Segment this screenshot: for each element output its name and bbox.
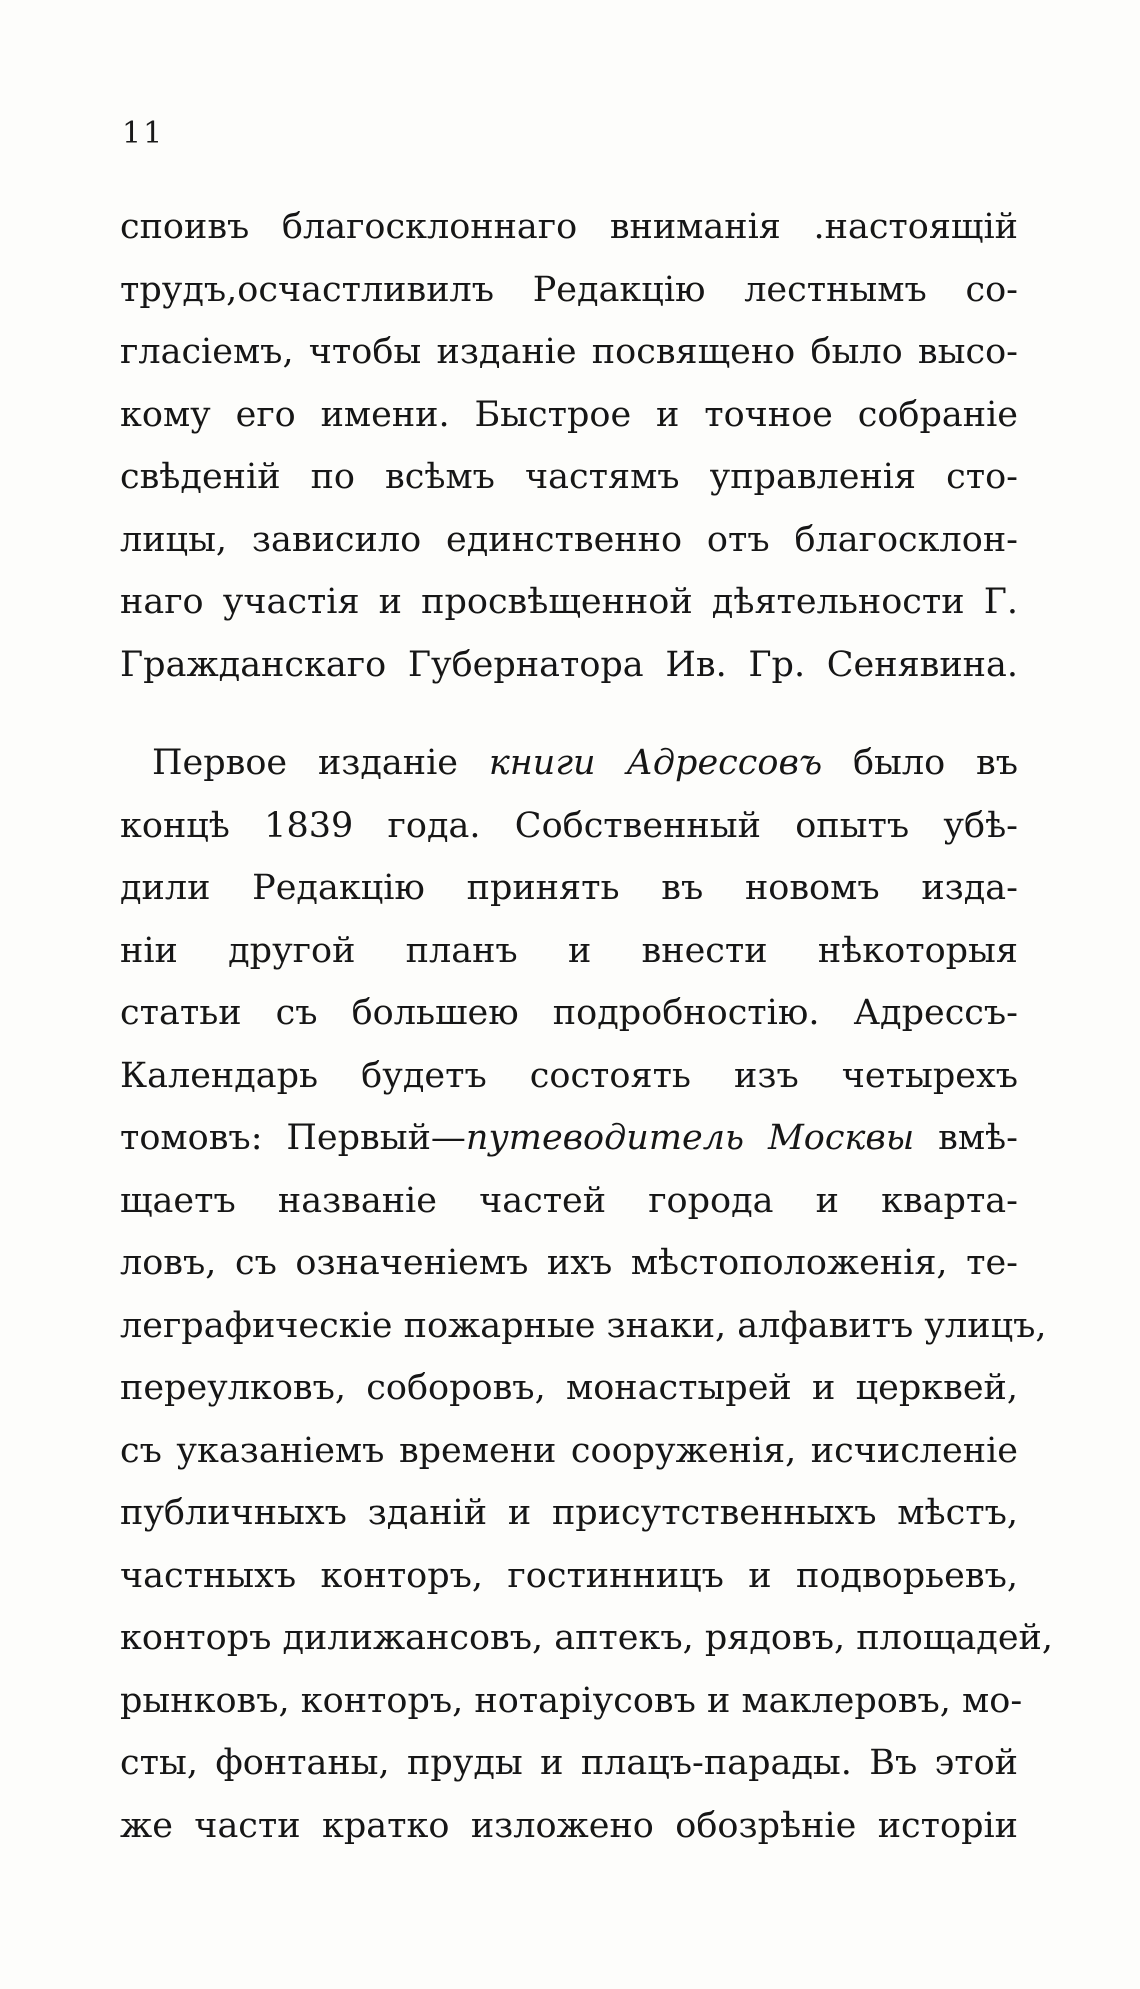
text-line: кому его имени. Быстрое и точное собраніе xyxy=(120,394,1018,435)
guide-title-italic: путеводитель Москвы xyxy=(465,1118,915,1158)
text-segment: Первое изданіе xyxy=(152,743,489,783)
text-line: рынковъ, конторъ, нотаріусовъ и маклеровъ, мо- xyxy=(120,1680,1023,1721)
text-line: ніи другой планъ и внести нѣкоторыя xyxy=(120,930,1018,971)
text-line: лицы, зависило единственно отъ благосклон- xyxy=(120,519,1018,560)
paragraph-first-edition xyxy=(120,732,1053,1857)
text-line xyxy=(120,732,1018,795)
text-line: дили Редакцію принять въ новомъ изда- xyxy=(120,868,1018,908)
text-line: съ указаніемъ времени сооруженія, исчисленіе xyxy=(120,1430,1018,1471)
text-line: свѣденій по всѣмъ частямъ управленія сто- xyxy=(120,457,1018,497)
text-line: ловъ, съ означеніемъ ихъ мѣстоположенія, те- xyxy=(120,1243,1018,1283)
text-segment: вмѣ- xyxy=(914,1118,1018,1158)
text-line: споивъ благосклоннаго вниманія .настоящій xyxy=(120,207,1018,247)
text-line: конторъ дилижансовъ, аптекъ, рядовъ, площадей, xyxy=(120,1618,1053,1658)
page-number: 11 xyxy=(122,116,165,151)
text-line: же части кратко изложено обозрѣніе исторіи xyxy=(120,1805,1018,1846)
book-title-italic: книги Адрессовъ xyxy=(488,743,823,783)
text-line: концѣ 1839 года. Собственный опытъ убѣ- xyxy=(120,805,1018,846)
text-line: трудъ,осчастливилъ Редакцію лестнымъ со- xyxy=(120,269,1018,310)
text-line: гласіемъ, чтобы изданіе посвящено было высо- xyxy=(120,332,1018,372)
text-segment: было въ xyxy=(822,743,1018,783)
paragraph-continuation xyxy=(120,196,1018,696)
text-line: Гражданскаго Губернатора Ив. Гр. Сенявина. xyxy=(120,644,1018,685)
text-line: публичныхъ зданій и присутственныхъ мѣстъ, xyxy=(120,1493,1018,1533)
text-segment: томовъ: Первый— xyxy=(120,1118,466,1158)
text-line: щаетъ названіе частей города и кварта- xyxy=(120,1180,1018,1221)
text-line: статьи съ большею подробностію. Адрессъ- xyxy=(120,993,1018,1033)
text-line: Календарь будетъ состоять изъ четырехъ xyxy=(120,1055,1018,1096)
text-line: леграфическіе пожарные знаки, алфавитъ улицъ, xyxy=(120,1305,1047,1346)
text-line xyxy=(120,1107,1018,1170)
text-line: наго участія и просвѣщенной дѣятельности Г. xyxy=(120,582,1018,622)
text-line: сты, фонтаны, пруды и плацъ-парады. Въ этой xyxy=(120,1743,1018,1783)
text-line: частныхъ конторъ, гостинницъ и подворьевъ, xyxy=(120,1555,1018,1596)
text-line: переулковъ, соборовъ, монастырей и церквей, xyxy=(120,1368,1018,1408)
